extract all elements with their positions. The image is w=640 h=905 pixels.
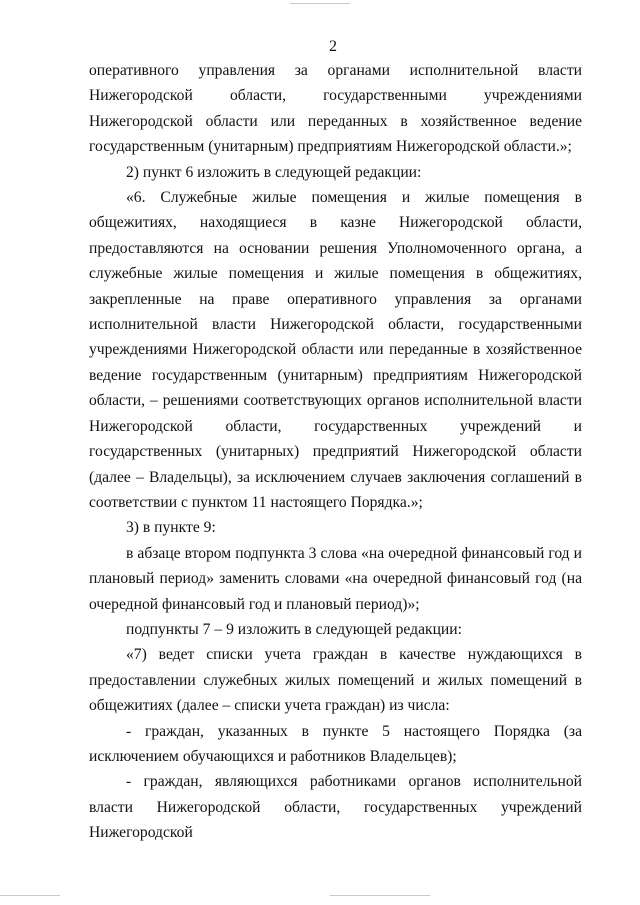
scan-artifact-top bbox=[290, 3, 350, 4]
paragraph-subpoint-3-change: в абзаце втором подпункта 3 слова «на очередной финансовый год и плановый период» заменить словами «на очередной финансовый год (на очередной финансовый год и плановый период)»; bbox=[89, 544, 582, 613]
page-number: 2 bbox=[329, 38, 337, 55]
paragraph-continuation: оперативного управления за органами исполнительной власти Нижегородской области, государственными учреждениями Нижегородской области или переданных в хозяйственное ведение государственным (унитарным) предприятиям Нижегородской области.»; bbox=[89, 62, 582, 156]
scan-artifact-bottom-left bbox=[0, 895, 60, 896]
scan-artifact-bottom-right bbox=[330, 895, 430, 896]
paragraph-item-3: 3) в пункте 9: bbox=[126, 519, 216, 537]
document-body bbox=[89, 58, 582, 846]
paragraph-point-6-text: «6. Служебные жилые помещения и жилые помещения в общежитиях, находящиеся в казне Нижегородской области, предоставляются на основании решения Уполномоченного органа, а служебные жилые помещения и жилые помещения в общежитиях, закрепленные на праве оперативного управления за органами исполнительной власти Нижегородской области, государственными учреждениями Нижегородской области или переданные в хозяйственное ведение государственным (унитарным) предприятиям Нижегородской области, – решениями соответствующих органов исполнительной власти Нижегородской области, государственных учреждений и государственных (унитарных) предприятий Нижегородской области (далее – Владельцы), за исключением случаев заключения соглашений в соответствии с пунктом 11 настоящего Порядка.»; bbox=[89, 189, 582, 511]
paragraph-subpoint-7: «7) ведет списки учета граждан в качестве нуждающихся в предоставлении служебных жилых помещений и жилых помещений в общежитиях (далее – списки учета граждан) из числа: bbox=[89, 646, 582, 715]
paragraph-list-item-1: - граждан, указанных в пункте 5 настоящего Порядка (за исключением обучающихся и работников Владельцев); bbox=[89, 722, 582, 765]
paragraph-item-2: 2) пункт 6 изложить в следующей редакции: bbox=[126, 163, 422, 181]
paragraph-subpoints-7-9: подпункты 7 – 9 изложить в следующей редакции: bbox=[126, 620, 462, 638]
paragraph-list-item-2: - граждан, являющихся работниками органов исполнительной власти Нижегородской области, государственных учреждений Нижегородской bbox=[89, 773, 582, 842]
